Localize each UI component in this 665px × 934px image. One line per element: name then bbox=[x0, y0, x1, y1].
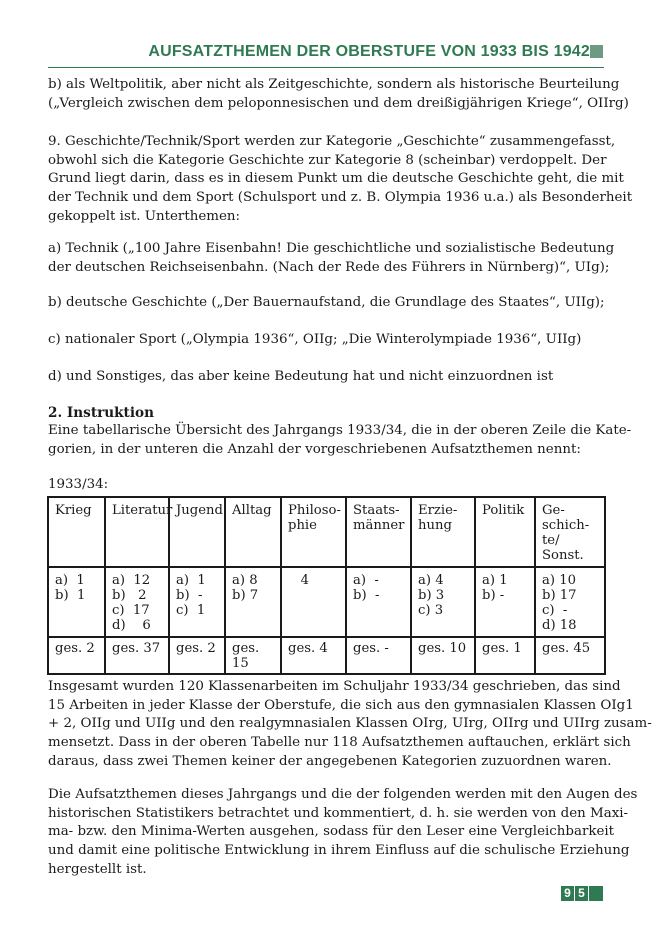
text-line: Insgesamt wurden 120 Klassenarbeiten im Schuljahr 1933/34 geschrieben, das sind bbox=[48, 679, 621, 694]
text-line: hergestellt ist. bbox=[48, 861, 147, 877]
text-line: gekoppelt ist. Unterthemen: bbox=[48, 208, 241, 224]
category-table bbox=[47, 496, 606, 675]
text-line: d) und Sonstiges, das aber keine Bedeutung hat und nicht einzuordnen ist bbox=[48, 369, 554, 384]
paragraph-instruktion bbox=[48, 422, 632, 459]
page-number-bar bbox=[589, 886, 603, 901]
table-header-cell: Alltag bbox=[225, 497, 281, 567]
table-value-cell: a) 8 b) 7 bbox=[225, 567, 281, 637]
section-heading: 2. Instruktion bbox=[48, 405, 154, 421]
page-number-digit: 9 bbox=[561, 886, 574, 901]
table-value-cell: a) 10 b) 17 c) - d) 18 bbox=[535, 567, 605, 637]
text-line: b) deutsche Geschichte („Der Bauernaufstand, die Grundlage des Staates“, UIIg); bbox=[48, 295, 605, 310]
paragraph-insgesamt bbox=[48, 678, 652, 772]
text-line: ma- bzw. den Minima-Werten ausgehen, sodass für den Leser eine Vergleichbarkeit bbox=[48, 824, 615, 840]
paragraph-c-sport bbox=[48, 331, 604, 350]
table-totals-row bbox=[48, 637, 605, 674]
table-value-cell: a) 12 b) 2 c) 17 d) 6 bbox=[105, 567, 169, 637]
text-line: + 2, OIIg und UIIg und den realgymnasialen Klassen OIrg, UIrg, OIIrg und UIIrg zusam- bbox=[48, 716, 652, 732]
table-header-cell: Staats- männer bbox=[346, 497, 411, 567]
table-header-cell: Politik bbox=[475, 497, 535, 567]
paragraph-9 bbox=[48, 133, 633, 227]
text-line: Grund liegt darin, dass es in diesem Punkt um die deutsche Geschichte geht, die mit bbox=[48, 171, 624, 187]
text-line: der Technik und dem Sport (Schulsport und z. B. Olympia 1936 u.a.) als Besonderheit bbox=[48, 190, 633, 206]
text-line: obwohl sich die Kategorie Geschichte zur Kategorie 8 (scheinbar) verdoppelt. Der bbox=[48, 152, 607, 168]
page-number bbox=[561, 886, 604, 901]
text-line: c) nationaler Sport („Olympia 1936“, OIIg; „Die Winterolympiade 1936“, UIIg) bbox=[48, 332, 582, 347]
table-header-cell: Ge- schich- te/ Sonst. bbox=[535, 497, 605, 567]
table-total-cell: ges. - bbox=[346, 637, 411, 674]
text-line: Eine tabellarische Übersicht des Jahrgangs 1933/34, die in der oberen Zeile die Kate- bbox=[48, 423, 632, 438]
table-value-cell: a) 1 b) - c) 1 bbox=[169, 567, 225, 637]
text-line: der deutschen Reichseisenbahn. (Nach der Rede des Führers in Nürnberg)“, UIg); bbox=[48, 259, 610, 275]
table-total-cell: ges. 15 bbox=[225, 637, 281, 674]
paragraph-b-geschichte bbox=[48, 294, 604, 313]
table-header-cell: Krieg bbox=[48, 497, 105, 567]
table-total-cell: ges. 10 bbox=[411, 637, 475, 674]
text-line: 15 Arbeiten in jeder Klasse der Oberstufe, die sich aus den gymnasialen Klassen OIg1 bbox=[48, 697, 634, 713]
text-line: b) als Weltpolitik, aber nicht als Zeitgeschichte, sondern als historische Beurteilung bbox=[48, 77, 620, 92]
header-square-ornament bbox=[590, 45, 603, 58]
paragraph-a-technik bbox=[48, 240, 615, 277]
table-year-label: 1933/34: bbox=[48, 477, 109, 492]
table-header-row bbox=[48, 497, 605, 567]
paragraph-schluss bbox=[48, 786, 638, 880]
table-total-cell: ges. 1 bbox=[475, 637, 535, 674]
table-value-cell: a) 4 b) 3 c) 3 bbox=[411, 567, 475, 637]
table-value-cell: a) 1 b) - bbox=[475, 567, 535, 637]
table-total-cell: ges. 4 bbox=[281, 637, 346, 674]
paragraph-b-weltpolitik bbox=[48, 76, 629, 113]
table-values-row bbox=[48, 567, 605, 637]
table-value-cell: a) 1 b) 1 bbox=[48, 567, 105, 637]
text-line: daraus, dass zwei Themen keiner der angegebenen Kategorien zuzuordnen waren. bbox=[48, 753, 612, 769]
text-line: a) Technik („100 Jahre Eisenbahn! Die geschichtliche und sozialistische Bedeutung bbox=[48, 241, 615, 256]
text-line: Die Aufsatzthemen dieses Jahrgangs und die der folgenden werden mit den Augen des bbox=[48, 787, 638, 802]
table-value-cell: a) - b) - bbox=[346, 567, 411, 637]
table-total-cell: ges. 37 bbox=[105, 637, 169, 674]
table-total-cell: ges. 2 bbox=[169, 637, 225, 674]
header-rule bbox=[48, 67, 604, 68]
running-header-title: AUFSATZTHEMEN DER OBERSTUFE VON 1933 BIS 1942 bbox=[148, 43, 590, 60]
table-header-cell: Philoso- phie bbox=[281, 497, 346, 567]
text-line: gorien, in der unteren die Anzahl der vorgeschriebenen Aufsatzthemen nennt: bbox=[48, 441, 581, 457]
table-header-cell: Literatur bbox=[105, 497, 169, 567]
text-line: 9. Geschichte/Technik/Sport werden zur Kategorie „Geschichte“ zusammengefasst, bbox=[48, 134, 616, 149]
text-line: mensetzt. Dass in der oberen Tabelle nur 118 Aufsatzthemen auftauchen, erklärt sich bbox=[48, 735, 631, 751]
text-line: („Vergleich zwischen dem peloponnesischen und dem dreißigjährigen Kriege“, OIIrg) bbox=[48, 95, 629, 111]
table-total-cell: ges. 45 bbox=[535, 637, 605, 674]
text-line: historischen Statistikers betrachtet und kommentiert, d. h. sie werden von den Maxi- bbox=[48, 805, 629, 821]
table-header-cell: Erzie- hung bbox=[411, 497, 475, 567]
page-number-digit: 5 bbox=[575, 886, 588, 901]
table-total-cell: ges. 2 bbox=[48, 637, 105, 674]
text-line: und damit eine politische Entwicklung in ihrem Einfluss auf die schulische Erziehung bbox=[48, 843, 630, 859]
paragraph-d-sonstiges bbox=[48, 368, 604, 387]
table-header-cell: Jugend bbox=[169, 497, 225, 567]
table-value-cell: 4 bbox=[281, 567, 346, 637]
